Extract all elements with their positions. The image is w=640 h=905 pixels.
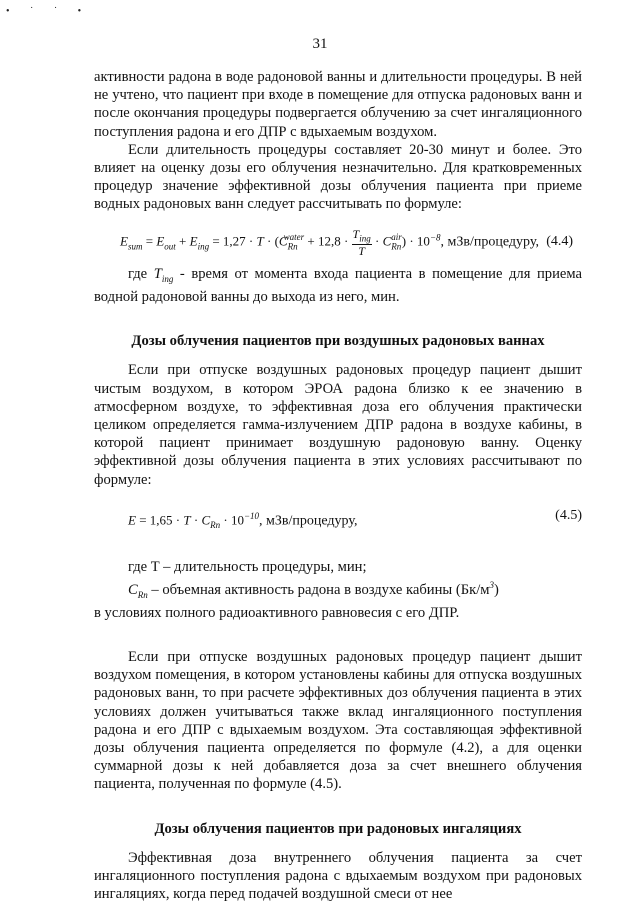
section-heading-inhalations: Дозы облучения пациентов при радоновых ингаляциях: [154, 820, 522, 837]
formula-number-4-5: (4.5): [555, 507, 582, 523]
section-heading-air-baths: Дозы облучения пациентов при воздушных радоновых ваннах: [131, 333, 545, 350]
paragraph-continuation: активности радона в воде радоновой ванны и длительности процедуры. В ней не учтено, что пациент при входе в помещение для отпуска радоновых ванн и после окончания процедуры подвергается облучению за счет ингаляционного поступления радона и его ДПР с вдыхаемым воздухом.: [94, 69, 582, 140]
definition-t: где T – длительность процедуры, мин;: [128, 558, 367, 575]
page-content: [94, 68, 582, 903]
definition-continuation: в условиях полного радиоактивного равновесия с его ДПР.: [94, 604, 460, 621]
formula-4-4: $E_{sum} = E_{out} + E_{ing} = 1,27 \cdot T \cdot (C_{Rn}^{water} + 12,8$ · $\frac{T_{ing}}{T}$ · $C_{Rn}^{air}) \cdot 10^{-8}$, мЗв/процедуру, (4.4): [120, 226, 574, 259]
paragraph-room-air: Если при отпуске воздушных радоновых процедур пациент дышит воздухом помещения, в котором установлены кабины для отпуска воздушных радоновых ванн, то при расчете эффективных доз облучения пациента в этих условиях должен учитываться также вклад ингаляционного поступления радона и его ДПР с вдыхаемым воздухом. Эта составляющая эффективной дозы облучения пациента определяется по формуле (4.2), а для оценки суммарной дозы к ней добавляется доза за счет внешнего облучения пациента, полученная по формуле (4.5).: [94, 649, 582, 793]
paragraph-air-baths: Если при отпуске воздушных радоновых процедур пациент дышит чистым воздухом, в котором ЭРОА радона близко к ее значению в атмосферном воздухе, то эффективная доза его облучения практически целиком определяется гамма-излучением ДПР радона в воздухе кабины, в которой пациент принимает воздушную радоновую ванну. Оценку эффективной дозы облучения пациента в этих условиях рассчитывают по формуле:: [94, 362, 582, 488]
scan-marks: • ˙ ˙ •: [6, 6, 91, 17]
formula-4-5: $E = 1,65 \cdot T \cdot C_{Rn} \cdot 10^{-10}$, мЗв/процедуру, (4.5): [128, 507, 582, 534]
definition-c-rn: $C_{Rn}$ – объемная активность радона в воздухе кабины $(Бк/м^3)$: [128, 579, 499, 600]
fraction-t-ing-over-t: $\frac{T_{ing}}{T}$: [352, 226, 371, 259]
page-number: 31: [312, 36, 328, 52]
paragraph-duration: Если длительность процедуры составляет 20-30 минут и более. Это влияет на оценку дозы его облучения незначительно. Для кратковременных процедур значение эффективной дозы облучения пациента при приеме водных радоновых ванн следует рассчитывать по формуле:: [94, 141, 582, 213]
formula-number-4-4: (4.4): [546, 234, 574, 250]
paragraph-t-ing-definition: где $T_{ing}$ - время от момента входа пациента в помещение для приема водной радоновой ванны до выхода из него, мин.: [94, 266, 582, 306]
paragraph-inhalations: Эффективная доза внутреннего облучения пациента за счет ингаляционного поступления радона с вдыхаемым воздухом при радоновых ингаляциях, когда перед подачей воздушной смеси от нее: [94, 849, 582, 903]
